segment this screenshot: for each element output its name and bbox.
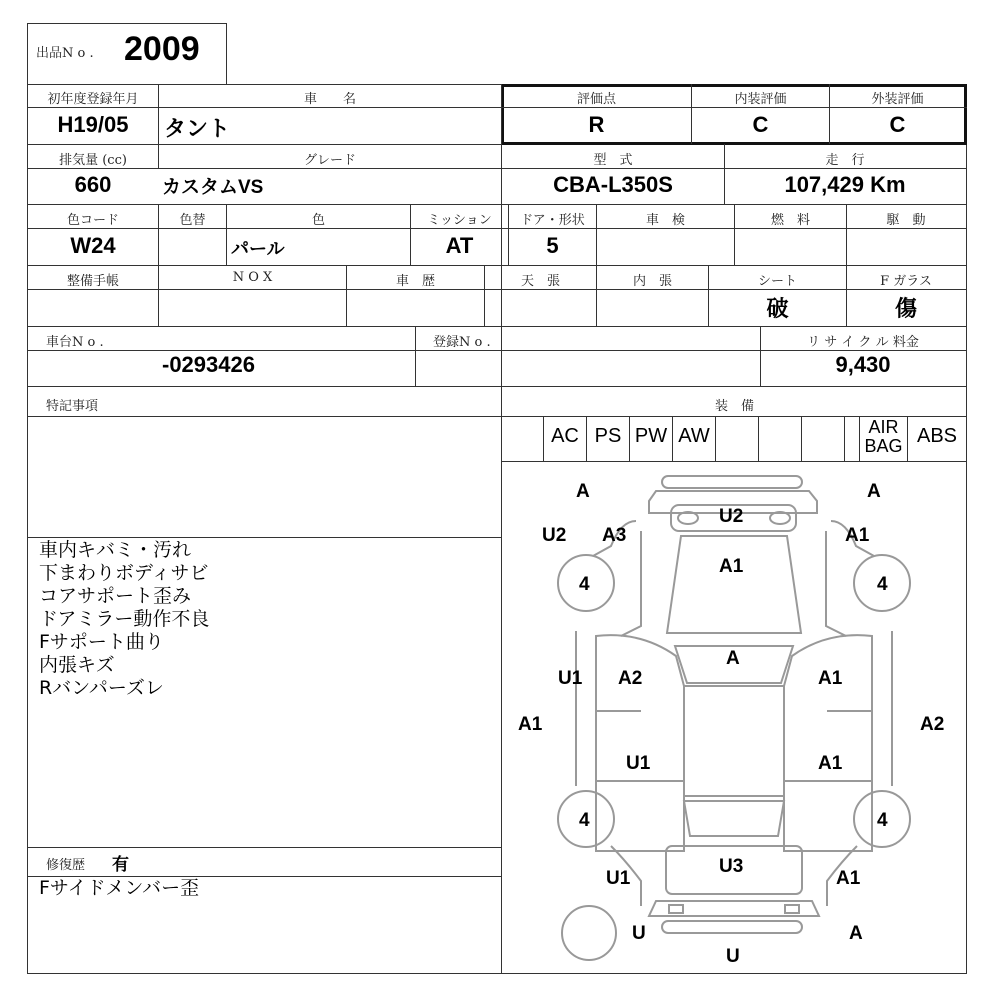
color-code-value: W24: [70, 233, 116, 258]
mark-left-step: A1: [518, 714, 543, 735]
roof-label: 天 張: [520, 274, 560, 289]
remark-line: コアサポート歪み: [39, 585, 192, 607]
mark-rear-right-wheel: 4: [877, 810, 888, 831]
grade-value: カスタムVS: [162, 177, 264, 198]
displacement-value: 660: [74, 172, 112, 197]
repaint-label: 色替: [179, 213, 206, 228]
equipment-pw: PW: [634, 425, 668, 447]
remarks-list: [39, 539, 209, 700]
mark-rear-left-wheel: 4: [579, 810, 590, 831]
registration-label: 登録N o .: [433, 335, 491, 350]
mark-left-rear-fender: U1: [606, 868, 631, 889]
mark-left-headlight: A3: [602, 525, 627, 546]
equipment-label: 装 備: [714, 399, 754, 414]
mark-right-rear-fender: A1: [836, 868, 861, 889]
remark-line: Rバンパーズレ: [39, 677, 164, 699]
mark-right-headlight: A1: [845, 525, 870, 546]
remark-line: 下まわりボディサビ: [39, 562, 209, 584]
exterior-score-value: C: [889, 112, 906, 137]
equipment-ps: PS: [594, 425, 622, 447]
color-label: 色: [311, 213, 325, 228]
equipment-abs: ABS: [916, 425, 958, 447]
remark-line: ドアミラー動作不良: [39, 608, 210, 630]
doors-value: 5: [546, 233, 559, 258]
glass-label: F ガラス: [880, 274, 932, 289]
seat-label: シート: [757, 274, 797, 289]
exterior-score-label: 外装評価: [871, 92, 924, 107]
mileage-value: 107,429 Km: [784, 172, 906, 197]
mark-right-front-door: A1: [818, 668, 843, 689]
mileage-label: 走 行: [825, 153, 865, 168]
chassis-value: -0293426: [162, 352, 255, 377]
fuel-label: 燃 料: [770, 213, 810, 228]
drive-label: 駆 動: [886, 213, 926, 228]
repair-history-label: 修復歴: [46, 858, 86, 873]
repair-detail-line: Fサイドメンバー歪: [39, 877, 200, 899]
first-reg-value: H19/05: [57, 112, 129, 137]
nox-label: N O X: [232, 270, 273, 285]
mark-front-left-wheel: 4: [579, 574, 590, 595]
mark-left-front-door: U1: [558, 668, 583, 689]
mission-value: AT: [445, 233, 474, 258]
seat-value: 破: [766, 296, 789, 321]
grade-label: グレード: [303, 153, 356, 168]
mark-back-door: U3: [719, 856, 744, 877]
score-value: R: [588, 112, 605, 137]
remark-line: 車内キバミ・汚れ: [39, 539, 192, 561]
mark-front-right-wheel: 4: [877, 574, 888, 595]
mission-label: ミッション: [427, 213, 492, 228]
interior-trim-label: 内 張: [632, 274, 672, 289]
recycle-label: リ サ イ ク ル 料金: [807, 335, 919, 350]
first-reg-label: 初年度登録年月: [47, 92, 139, 107]
remark-line: 内張キズ: [39, 654, 115, 676]
glass-value: 傷: [894, 296, 917, 321]
mark-right-rear-door: A1: [818, 753, 843, 774]
lot-number-value: 2009: [124, 30, 200, 68]
repair-history-value: 有: [112, 855, 129, 874]
mark-right-step: A2: [920, 714, 945, 735]
mark-front-right-corner: A: [867, 481, 881, 502]
mark-rear-right-corner: A: [849, 923, 863, 944]
color-value: パール: [231, 239, 285, 259]
inspection-label: 車 検: [645, 213, 685, 228]
mark-left-rear-door: U1: [626, 753, 651, 774]
mark-left-pillar: A2: [618, 668, 643, 689]
mark-windshield: A: [726, 648, 740, 669]
lot-number-label: 出品N o .: [36, 46, 94, 61]
displacement-label: 排気量 (cc): [59, 153, 127, 168]
maintenance-label: 整備手帳: [66, 274, 119, 289]
mark-front-left-corner: A: [576, 481, 590, 502]
remark-line: Fサポート曲り: [39, 631, 164, 653]
equipment-ac: AC: [551, 425, 579, 447]
mark-rear-bumper: U: [726, 946, 740, 967]
car-name-label: 車 名: [303, 92, 356, 107]
model-value: CBA-L350S: [553, 172, 673, 197]
color-code-label: 色コード: [66, 213, 119, 228]
model-label: 型 式: [593, 153, 633, 168]
recycle-value: 9,430: [835, 352, 891, 377]
doors-label: ドア・形状: [520, 213, 585, 228]
equipment-row: [501, 416, 967, 461]
equipment-aw: AW: [678, 425, 710, 447]
mark-left-front-fender: U2: [542, 525, 567, 546]
car-name-value: タント: [164, 116, 231, 141]
chassis-label: 車台N o .: [46, 335, 104, 350]
interior-score-value: C: [752, 112, 769, 137]
equipment-airbag: AIR BAG: [864, 417, 903, 456]
history-label: 車 歴: [395, 274, 435, 289]
interior-score-label: 内装評価: [734, 92, 787, 107]
score-label: 評価点: [576, 92, 616, 107]
mark-front-grille: U2: [719, 506, 744, 527]
mark-hood: A1: [719, 556, 744, 577]
mark-rear-left-corner: U: [632, 923, 646, 944]
car-diagram: [501, 461, 967, 974]
remarks-label: 特記事項: [46, 399, 99, 414]
